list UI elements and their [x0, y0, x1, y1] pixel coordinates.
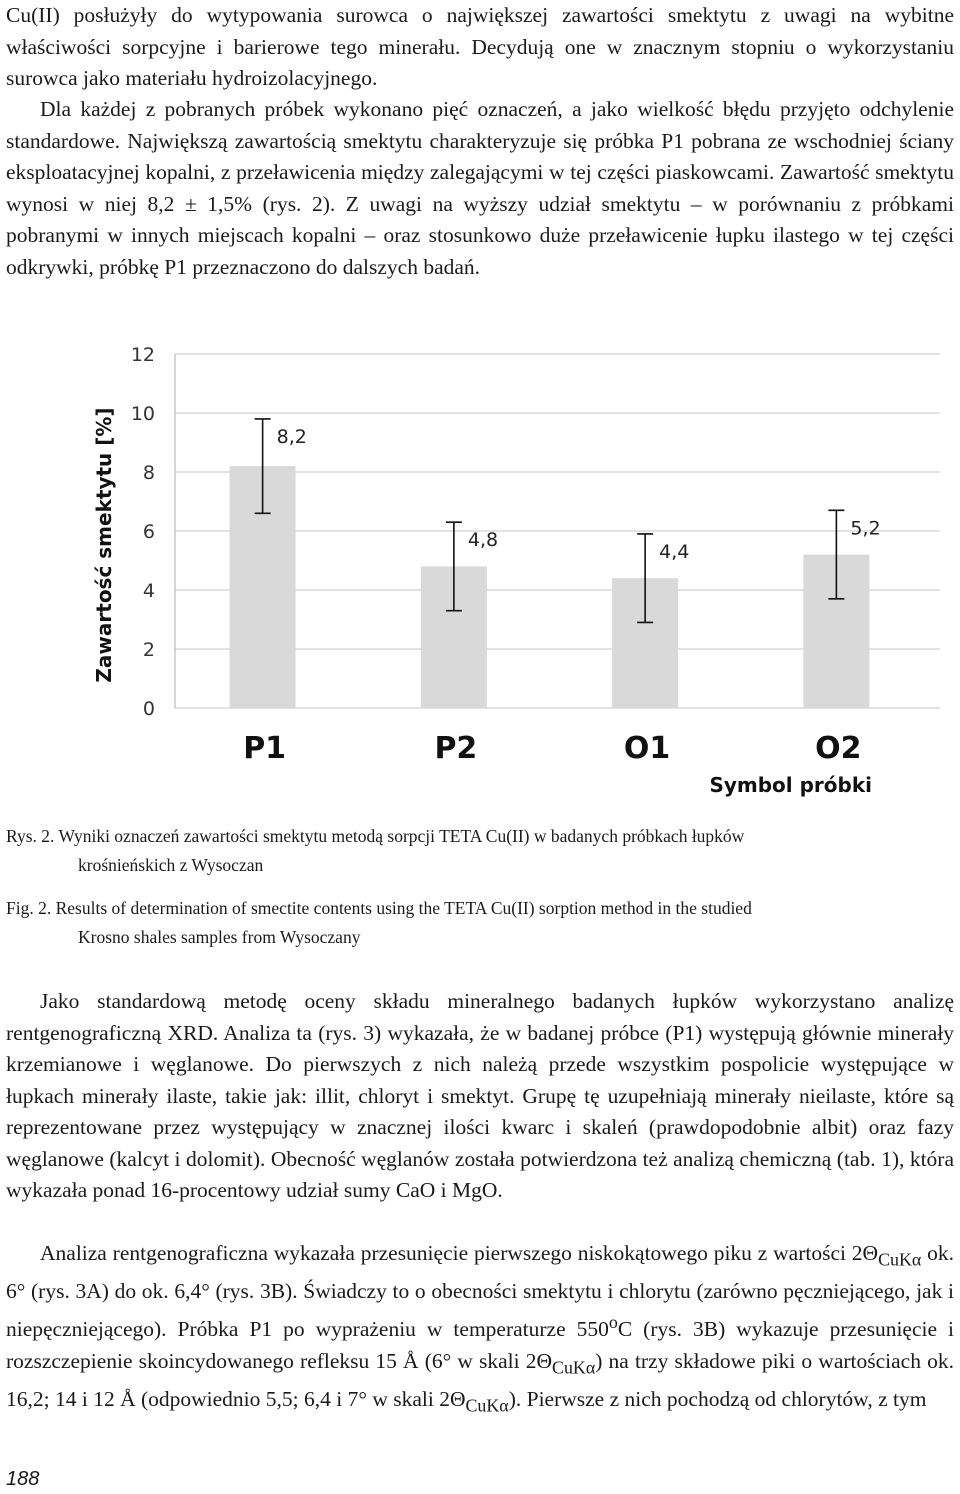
data-label: 4,8	[467, 529, 499, 552]
data-label: 4,4	[659, 540, 690, 563]
p4-part-a: Analiza rentgenograficzna wykazała przesunięcie pierwszego niskokątowego piku z wartości 2Θ	[40, 1241, 879, 1265]
page-number: 188	[6, 1468, 40, 1490]
chart-svg	[0, 330, 960, 810]
y-tick-label: 10	[130, 403, 155, 425]
y-tick-label: 4	[142, 580, 155, 602]
paragraph-4	[6, 1238, 954, 1422]
y-tick-label: 12	[130, 344, 155, 366]
caption-english	[6, 894, 954, 952]
caption-en-text-1: Results of determination of smectite contents using the TETA Cu(II) sorption method in the studied	[55, 898, 752, 918]
category-label: O1	[623, 731, 671, 766]
p4-subscript-2: CuKα	[552, 1357, 596, 1378]
caption-polish	[6, 822, 954, 880]
x-axis-label: Symbol próbki	[709, 773, 872, 797]
y-axis-label: Zawartość smektytu [%]	[92, 407, 116, 683]
category-label: P1	[243, 731, 287, 766]
paragraph-3: Jako standardową metodę oceny składu mineralnego badanych łupków wykorzystano analizę rentgenograficzną XRD. Analiza ta (rys. 3) wykazała, że w badanej próbce (P1) występują głównie minerały krzemianowe i węglanowe. Do pierwszych z nich należą przede wszystkim pospolicie występujące w łupkach minerały ilaste, takie jak: illit, chloryt i smektyt. Grupę tę uzupełniają minerały nieilaste, które są reprezentowane przez występujący w znacznej ilości kwarc i skaleń (prawdopodobnie albit) oraz fazy węglanowe (kalcyt i dolomit). Obecność węglanów została potwierdzona też analizą chemiczną (tab. 1), która wykazała ponad 16-procentowy udział sumy CaO i MgO.	[6, 989, 954, 1202]
y-tick-label: 0	[142, 698, 155, 720]
y-tick-label: 6	[142, 521, 155, 543]
caption-en-text-2: Krosno shales samples from Wysoczany	[78, 927, 361, 947]
y-tick-label: 2	[142, 639, 155, 661]
p4-part-e: ). Pierwsze z nich pochodzą od chlorytów, z tym	[508, 1386, 927, 1411]
data-label: 5,2	[850, 517, 881, 540]
p4-subscript-3: CuKα	[465, 1395, 509, 1416]
data-label: 8,2	[276, 425, 307, 448]
p4-part-c: C (rys. 3B) wykazuje przesunięcie i rozszczepienie skoincydowanego refleksu 15 Å (6° w skali 2Θ	[6, 1317, 954, 1373]
caption-pl-text-1: Wyniki oznaczeń zawartości smektytu metodą sorpcji TETA Cu(II) w badanych próbkach łupków	[58, 826, 745, 846]
paragraph-1: Cu(II) posłużyły do wytypowania surowca o największej zawartości smektytu z uwagi na wybitne właściwości sorpcyjne i barierowe tego minerału. Decydują one w znacznym stopniu o wykorzystaniu surowca jako materiału hydroizolacyjnego.	[6, 3, 954, 90]
y-tick-label: 8	[142, 462, 155, 484]
smectite-bar-chart	[0, 330, 960, 810]
category-label: O2	[815, 731, 862, 766]
p4-part-b: ok. 6° (rys. 3A) do ok. 6,4° (rys. 3B). Świadczy to o obecności smektytu i chlorytu (zarówno pęczniejącego, jak i niepęczniejącego). Próbka P1 po wyprażeniu w temperaturze 550	[6, 1241, 955, 1342]
paragraph-2: Dla każdej z pobranych próbek wykonano pięć oznaczeń, a jako wielkość błędu przyjęto odchylenie standardowe. Największą zawartością smektytu charakteryzuje się próbka P1 pobrana ze wschodniej ściany eksploatacyjnej kopalni, z przeławicenia między zalegającymi w tej części piaskowcami. Zawartość smektytu wynosi w niej 8,2 ± 1,5% (rys. 2). Z uwagi na wyższy udział smektytu – w porównaniu z próbkami pobranymi w innych miejscach kopalni – oraz stosunkowo duże przeławicenie łupku ilastego w tej części odkrywki, próbkę P1 przeznaczono do dalszych badań.	[6, 97, 954, 279]
p4-superscript: o	[608, 1312, 618, 1333]
p4-subscript-1: CuKα	[878, 1249, 922, 1270]
category-label: P2	[434, 731, 478, 766]
p4-part-d: ) na trzy składowe piki o wartościach ok. 16,2; 14 i 12 Å (odpowiednio 5,5; 6,4 i 7° w skali 2Θ	[6, 1348, 954, 1411]
caption-pl-text-2: krośnieńskich z Wysoczan	[78, 855, 264, 875]
caption-en-label: Fig. 2.	[6, 898, 52, 918]
caption-pl-label: Rys. 2.	[6, 826, 55, 846]
